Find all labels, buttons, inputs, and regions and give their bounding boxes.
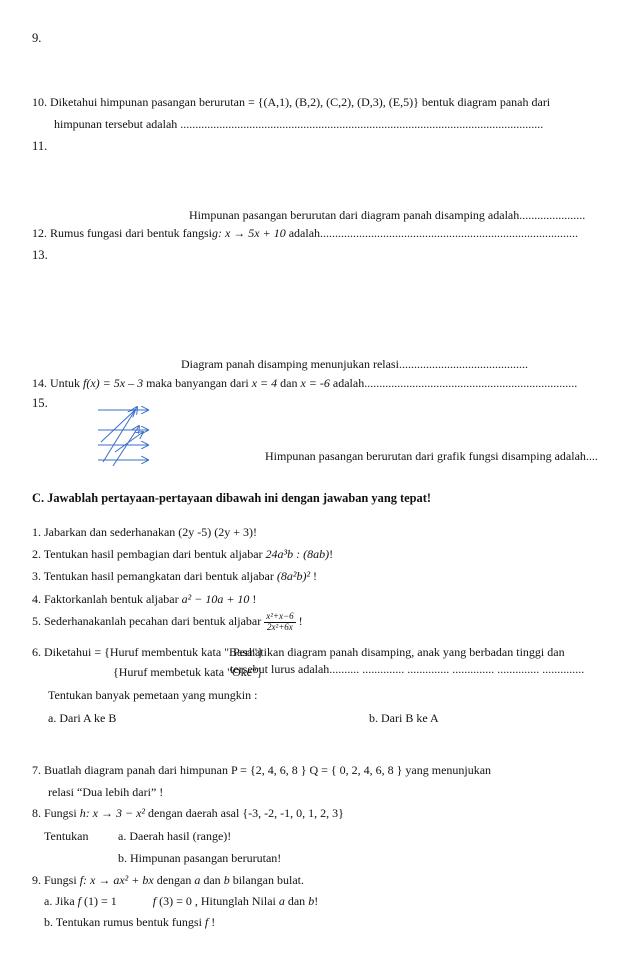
f-symbol: f <box>152 894 157 908</box>
essay-3 <box>32 569 317 583</box>
f-symbol: f <box>204 915 209 929</box>
f-symbol: f <box>77 894 81 908</box>
essay-9-sub-a-val2: (3) = 0 , Hitunglah Nilai <box>156 894 279 908</box>
essay-6-line1b: Perhatikan diagram panah disamping, anak yang berbadan tinggi dan <box>233 645 565 659</box>
essay-8-tentukan: Tentukan <box>44 829 89 843</box>
section-c-heading: C. Jawablah pertayaan-pertayaan dibawah ini dengan jawaban yang tepat! <box>32 491 431 505</box>
essay-8-sub-a: a. Daerah hasil (range)! <box>118 829 232 843</box>
essay-8-math: h: x → 3 − x² <box>79 806 146 820</box>
question-12-formula: g: x → 5x + 10 <box>211 226 286 240</box>
essay-5 <box>32 612 303 633</box>
essay-9-bv: b <box>223 873 230 887</box>
essay-9-sub-a-and: dan <box>284 894 309 908</box>
q14-c: dan <box>277 376 301 390</box>
question-12-prefix: 12. Rumus fungasi dari bentuk fangsi <box>32 226 212 240</box>
essay-4 <box>32 592 256 606</box>
essay-8-a: 8. Fungsi <box>32 806 80 820</box>
arrow-graph-figure <box>95 402 165 472</box>
essay-6-b: b. Dari B ke A <box>369 711 439 725</box>
essay-9-sub-a-end: ! <box>314 894 319 908</box>
essay-5-text: 5. Sederhanakanlah pecahan dari bentuk aljabar <box>32 614 265 629</box>
essay-4-math: a² − 10a + 10 <box>181 592 250 606</box>
essay-3-math: (8a²b)² <box>276 569 311 583</box>
essay-7-line2: relasi “Dua lebih dari” ! <box>48 785 164 799</box>
essay-9-sub-a-bv: b <box>308 894 315 908</box>
question-9: 9. <box>32 31 42 45</box>
essay-6-line3: Tentukan banyak pemetaan yang mungkin : <box>48 688 258 702</box>
essay-2-text: 2. Tentukan hasil pembagian dari bentuk aljabar <box>32 547 266 561</box>
essay-6-line2: {Huruf membetuk kata "Oke"} <box>113 665 263 679</box>
question-12-suffix: adalah...................................................................................... <box>285 226 579 240</box>
q14-d: adalah....................................................................... <box>329 376 578 390</box>
essay-6-line1: 6. Diketahui = {Huruf membentuk kata "Basa"} <box>32 645 264 659</box>
question-12 <box>32 226 578 240</box>
essay-1: 1. Jabarkan dan sederhanakan (2y -5) (2y + 3)! <box>32 525 258 539</box>
essay-9-math: f: x → ax² + bx <box>79 873 154 887</box>
graph-arrow <box>103 407 137 462</box>
essay-7-line1: 7. Buatlah diagram panah dari himpunan P = {2, 4, 6, 8 } Q = { 0, 2, 4, 6, 8 } yang menunjukan <box>32 763 492 777</box>
question-10-line1: 10. Diketahui himpunan pasangan berurutan = {(A,1), (B,2), (C,2), (D,3), (E,5)} bentuk diagram panah dari <box>32 95 551 109</box>
essay-5-end: ! <box>295 614 303 629</box>
essay-8 <box>32 806 344 820</box>
essay-4-text: 4. Faktorkanlah bentuk aljabar <box>32 592 182 606</box>
essay-4-end: ! <box>249 592 257 606</box>
essay-9-sub-a-text: a. Jika <box>44 894 78 908</box>
essay-6-line2b: tersebut lurus adalah.......... .............. .............. .............. .............. .............. <box>230 662 585 676</box>
question-15-number: 15. <box>32 396 48 410</box>
essay-9-d: bilangan bulat. <box>229 873 305 887</box>
question-10-line2: himpunan tersebut adalah ......................................................................................................................... <box>54 117 544 131</box>
fraction-numerator: x²+x−6 <box>266 611 294 621</box>
essay-8-b: dengan daerah asal {-3, -2, -1, 0, 1, 2, 3} <box>145 806 344 820</box>
essay-9-sub-b <box>44 915 215 929</box>
q14-x1: x = 4 <box>251 376 278 390</box>
essay-9-sub-a-av: a <box>278 894 285 908</box>
q14-b: maka banyangan dari <box>143 376 252 390</box>
question-13-text: Diagram panah disamping menunjukan relasi........................................... <box>181 357 528 371</box>
essay-3-text: 3. Tentukan hasil pemangkatan dari bentuk aljabar <box>32 569 277 583</box>
essay-9-b: dengan <box>153 873 195 887</box>
essay-9-c: dan <box>200 873 224 887</box>
essay-3-end: ! <box>310 569 318 583</box>
q14-x2: x = -6 <box>300 376 330 390</box>
question-11-number: 11. <box>32 139 48 153</box>
essay-9-a: 9. Fungsi <box>32 873 80 887</box>
question-11-text: Himpunan pasangan berurutan dari diagram panah disamping adalah...................... <box>189 208 586 222</box>
essay-6-a: a. Dari A ke B <box>48 711 117 725</box>
essay-5-fraction <box>264 612 295 633</box>
essay-9-sub-a-val1: (1) = 1 <box>81 894 117 908</box>
essay-9-sub-b-end: ! <box>208 915 216 929</box>
question-13-number: 13. <box>32 248 48 262</box>
essay-2-end: ! <box>329 547 334 561</box>
q14-function: f(x) = 5x – 3 <box>83 376 144 390</box>
essay-9-sub-b-text: b. Tentukan rumus bentuk fungsi <box>44 915 205 929</box>
essay-9 <box>32 873 304 887</box>
essay-2-math: 24a³b : (8ab) <box>265 547 330 561</box>
essay-9-av: a <box>194 873 201 887</box>
essay-2 <box>32 547 333 561</box>
essay-9-sub-a <box>44 894 318 908</box>
q14-a: 14. Untuk <box>32 376 83 390</box>
question-15-text: Himpunan pasangan berurutan dari grafik fungsi disamping adalah.... <box>265 449 598 463</box>
question-14 <box>32 376 577 390</box>
fraction-denominator: 2x²+6x <box>267 621 293 632</box>
essay-8-sub-b: b. Himpunan pasangan berurutan! <box>118 851 282 865</box>
